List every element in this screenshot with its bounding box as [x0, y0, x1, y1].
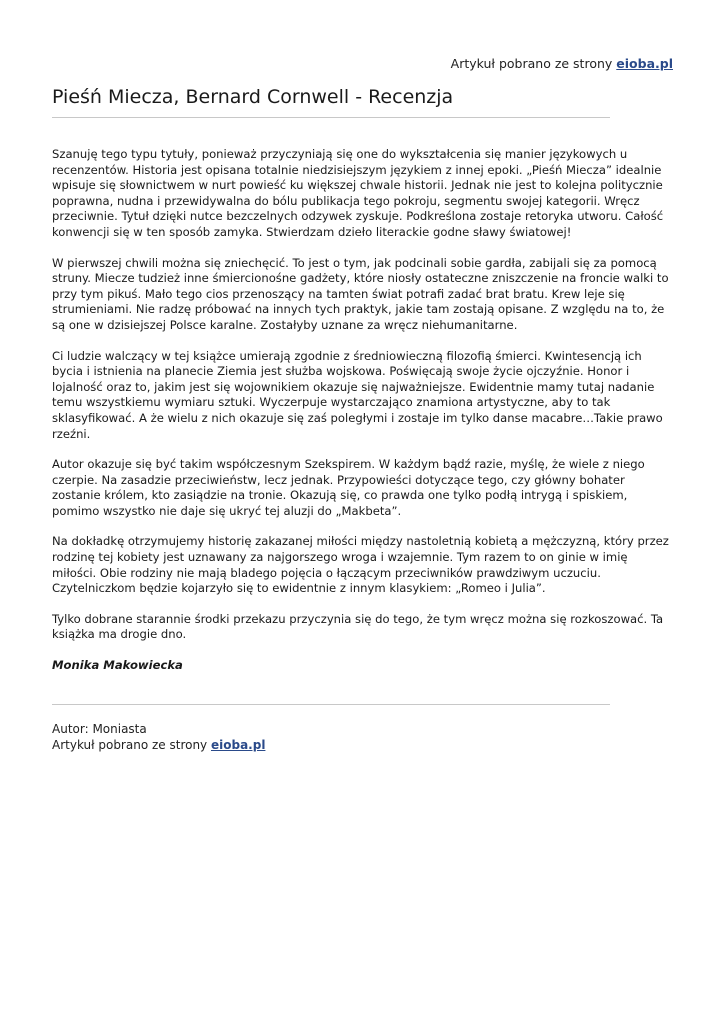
author-signature: Monika Makowiecka	[52, 658, 183, 673]
author-line: Autor: Moniasta	[52, 722, 147, 736]
paragraph-1: Szanuję tego typu tytuły, ponieważ przyczyniają się one do wykształcenia się manier językowych u recenzentów. Historia jest opisana totalnie niedzisiejszym językiem z innej epoki. „Pieśń Miecza” idealnie wpisuje się słownictwem w nurt powieść ku większej chwale historii. Jednak nie jest to kolejna politycznie poprawna, nudna i przewidywalna do bólu publikacja tego pokroju, segmentu swojej kategorii. Wręcz przeciwnie. Tytuł dzięki nutce bezczelnych odzywek zyskuje. Podkreślona zostaje retoryka utworu. Całość konwencji się w ten sposób zamyka. Stwierdzam dzieło literackie godne sławy światowej!	[52, 147, 664, 239]
source-note-bottom	[52, 737, 265, 753]
site-link-top[interactable]: eioba.pl	[616, 56, 673, 71]
footer-divider	[52, 704, 610, 705]
footer	[52, 721, 265, 753]
paragraph-6: Tylko dobrane starannie środki przekazu przyczynia się do tego, że tym wręcz można się rozkoszować. Ta książka ma drogie dno.	[52, 611, 664, 642]
source-prefix-bottom: Artykuł pobrano ze strony	[52, 738, 208, 752]
article-body	[52, 147, 672, 689]
title-divider	[52, 117, 610, 118]
paragraph-4: Autor okazuje się być takim współczesnym Szekspirem. W każdym bądź razie, myślę, że wiele z niego czerpie. Na zasadzie przeciwieństw, lecz jednak. Przypowieści dotyczące tego, czy główny bohater zostanie królem, kto zasiądzie na tronie. Okazują się, co prawda one tylko podłą intrygą i spiskiem, pomimo wszystko nie daje się ukryć tej aluzji do „Makbeta”.	[52, 457, 645, 518]
page-title: Pieśń Miecza, Bernard Cornwell - Recenzja	[52, 86, 454, 108]
paragraph-5: Na dokładkę otrzymujemy historię zakazanej miłości między nastoletnią kobietą a mężczyzną, który przez rodzinę tej kobiety jest uznawany za najgorszego wroga i wzajemnie. Tym razem to on ginie w imię miłości. Obie rodziny nie mają bladego pojęcia o łączącym przeciwników prawdziwym uczuciu. Czytelniczkom będzie kojarzyło się to ewidentnie z innym klasykiem: „Romeo i Julia”.	[52, 534, 669, 596]
site-link-bottom[interactable]: eioba.pl	[210, 738, 266, 752]
source-note-top	[451, 56, 673, 71]
paragraph-3: Ci ludzie walczący w tej książce umierają zgodnie z średniowieczną filozofią śmierci. Kwintesencją ich bycia i istnienia na planecie Ziemia jest służba wojskowa. Poświęcają swoje życie ojczyźnie. Honor i lojalność oraz to, jakim jest się wojownikiem okazuje się najważniejsze. Ewidentnie mamy tutaj nadanie temu wszystkiemu wymiaru sztuki. Wyczerpuje wystarczająco znamiona artystyczne, aby to tak sklasyfikować. A że wielu z nich okazuje się zaś poległymi i zostaje im tylko danse macabre…Takie prawo rzeźni.	[52, 348, 663, 441]
paragraph-2: W pierwszej chwili można się zniechęcić. To jest o tym, jak podcinali sobie gardła, zabijali się za pomocą struny. Miecze tudzież inne śmiercionośne gadżety, które niosły ostateczne zniszczenie na froncie walki to przy tym pikuś. Mało tego cios przenoszący na tamten świat potrafi zadać brat bratu. Krew leje się strumieniami. Nie radzę próbować na innych tych praktyk, jakie tam zostają opisane. Z względu na to, że są one w dzisiejszej Polsce karalne. Zostałyby uznane za wręcz niehumanitarne.	[52, 255, 669, 332]
source-prefix-top: Artykuł pobrano ze strony	[450, 56, 613, 71]
